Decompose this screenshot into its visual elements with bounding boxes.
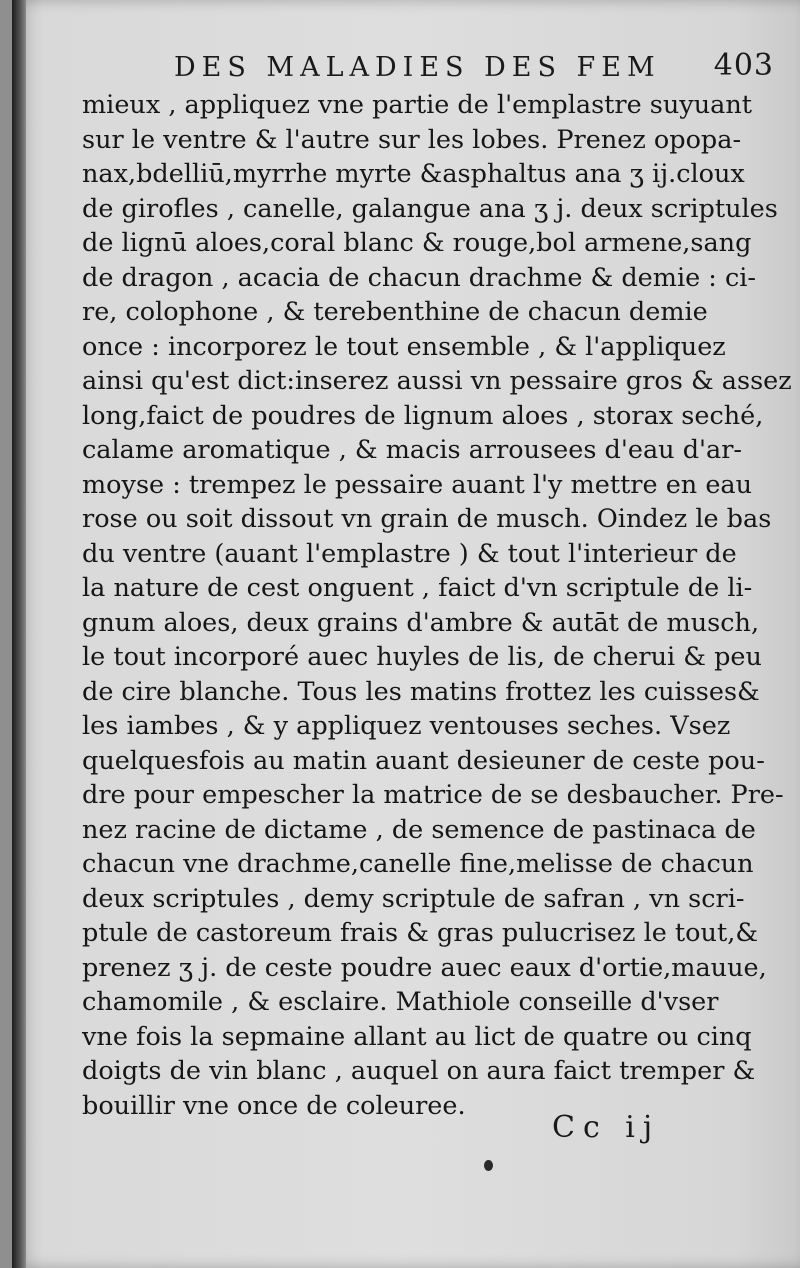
- text-line: once : incorporez le tout ensemble , & l'appliquez: [82, 331, 726, 362]
- text-line: de cire blanche. Tous les matins frottez les cuisses&: [82, 676, 760, 707]
- text-line: dre pour empescher la matrice de se desbaucher. Pre-: [82, 780, 784, 810]
- text-line: de girofles , canelle, galangue ana ʒ j. deux scriptules: [82, 193, 778, 224]
- text-line: les iambes , & y appliquez ventouses seches. Vsez: [82, 711, 731, 741]
- text-line: bouillir vne once de coleuree.: [82, 1090, 466, 1121]
- text-line: nez racine de dictame , de semence de pastinaca de: [82, 814, 756, 845]
- text-line: quelquesfois au matin auant desieuner de ceste pou-: [82, 745, 765, 776]
- text-line: moyse : trempez le pessaire auant l'y mettre en eau: [82, 469, 753, 500]
- text-line: prenez ʒ j. de ceste poudre auec eaux d'ortie,mauue,: [82, 952, 767, 983]
- text-line: rose ou soit dissout vn grain de musch. Oindez le bas: [82, 504, 772, 534]
- body-text: [82, 88, 792, 1123]
- running-head: DES MALADIES DES FEM: [174, 52, 661, 83]
- text-line: nax,bdelliū,myrrhe myrte &asphaltus ana ʒ ij.cloux: [82, 159, 745, 189]
- text-line: chacun vne drachme,canelle fine,melisse de chacun: [82, 849, 754, 879]
- text-line: chamomile , & esclaire. Mathiole conseille d'vser: [82, 987, 719, 1017]
- ink-speck: [484, 1160, 493, 1171]
- text-line: du ventre (auant l'emplastre ) & tout l'interieur de: [82, 538, 737, 569]
- text-line: de lignū aloes,coral blanc & rouge,bol armene,sang: [82, 228, 752, 258]
- text-line: calame aromatique , & macis arrousees d'eau d'ar-: [82, 435, 743, 465]
- text-line: vne fois la sepmaine allant au lict de quatre ou cinq: [82, 1021, 752, 1052]
- binding-gutter: [12, 0, 26, 1268]
- text-line: gnum aloes, deux grains d'ambre & autāt de musch,: [82, 607, 760, 638]
- text-line: la nature de cest onguent , faict d'vn scriptule de li-: [82, 573, 753, 603]
- text-line: ptule de castoreum frais & gras pulucrisez le tout,&: [82, 918, 759, 948]
- text-line: deux scriptules , demy scriptule de safran , vn scri-: [82, 883, 745, 914]
- text-line: doigts de vin blanc , auquel on aura faict tremper &: [82, 1056, 756, 1086]
- text-line: de dragon , acacia de chacun drachme & demie : ci-: [82, 262, 757, 293]
- signature-mark: Cc ij: [552, 1110, 661, 1145]
- page-header: [174, 48, 774, 92]
- text-line: long,faict de poudres de lignum aloes , storax seché,: [82, 400, 764, 431]
- page-number: 403: [713, 48, 774, 83]
- text-line: ainsi qu'est dict:inserez aussi vn pessaire gros & assez: [82, 366, 792, 396]
- text-line: mieux , appliquez vne partie de l'emplastre suyuant: [82, 90, 752, 120]
- text-line: le tout incorporé auec huyles de lis, de cherui & peu: [82, 642, 762, 672]
- text-line: re, colophone , & terebenthine de chacun demie: [82, 297, 708, 327]
- text-line: sur le ventre & l'autre sur les lobes. Prenez opopa-: [82, 124, 742, 155]
- book-page: [12, 0, 800, 1268]
